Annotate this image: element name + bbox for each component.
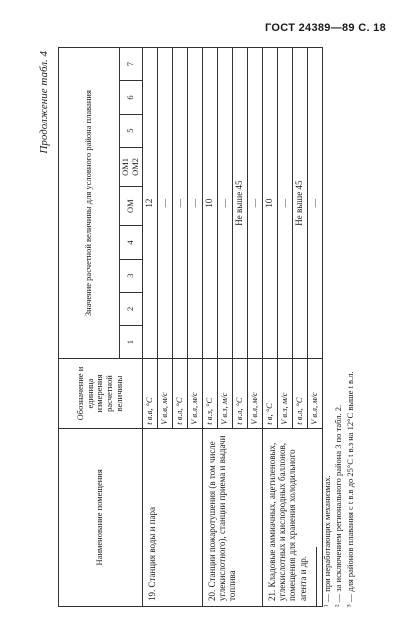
rotated-table-page xyxy=(32,47,397,607)
header-values-group: Значение расчетной величины для условного района плавания xyxy=(59,48,120,359)
room-name: 19. Станция воды и пара xyxy=(142,428,202,606)
header-col-1: 1 xyxy=(120,326,143,359)
designation: t в.л, °C xyxy=(292,359,307,428)
table-row xyxy=(262,48,277,607)
footnote-2: ² — за исключением регионального района 3 по табл. 2. xyxy=(333,404,344,607)
room-name: 20. Станции пожаротушения (в том числе углекислотного), станции приема и выдачи топлива xyxy=(202,428,262,606)
value-cell: 12 xyxy=(142,48,157,359)
header-col-om: ОМ xyxy=(120,187,143,226)
designation: t в.в, °C xyxy=(142,359,157,428)
table-row xyxy=(202,48,217,607)
footnote-3: ³ — для районов плавания с t в.в до 25°С t в.з на 12°С выше t в.л. xyxy=(344,371,355,607)
value-cell: — xyxy=(307,48,322,359)
designation: V в.л, м/с xyxy=(307,359,322,428)
value-cell: — xyxy=(187,48,202,359)
value-cell: Не выше 45 xyxy=(292,48,307,359)
value-cell: Не выше 45 xyxy=(232,48,247,359)
page-header: ГОСТ 24389—89 С. 18 xyxy=(265,22,386,34)
designation: t в.л, °C xyxy=(172,359,187,428)
designation: t в.л, °C xyxy=(232,359,247,428)
footnote-1: ¹ — при неработающих механизмах. xyxy=(322,475,332,607)
value-cell: 10 xyxy=(262,48,277,359)
room-name: 21. Кладовые аммиачных, ацетиленовых, углекислотных и кислородных баллонов, помещения для хранения холодильного агента и др. xyxy=(262,428,322,606)
value-cell: — xyxy=(247,48,262,359)
value-cell: — xyxy=(217,48,232,359)
header-col-2: 2 xyxy=(120,292,143,325)
header-col-om1-om2: ОМ1 ОМ2 xyxy=(120,147,143,186)
header-col-5: 5 xyxy=(120,114,143,147)
footnote-divider xyxy=(316,547,317,607)
designation: V в.з, м/с xyxy=(217,359,232,428)
value-cell: — xyxy=(277,48,292,359)
value-cell: 10 xyxy=(202,48,217,359)
designation: V в.з, м/с xyxy=(277,359,292,428)
designation: t в, °C xyxy=(262,359,277,428)
designation: t в.з, °C xyxy=(202,359,217,428)
header-designation: Обозначение и единица измерения расчетной величины xyxy=(59,359,143,428)
header-room: Наименование помещения xyxy=(59,428,143,606)
designation: V в.л, м/с xyxy=(187,359,202,428)
designation: V в.в, м/с xyxy=(157,359,172,428)
footnotes xyxy=(322,47,356,607)
header-col-4: 4 xyxy=(120,226,143,259)
header-col-3: 3 xyxy=(120,259,143,292)
table-row xyxy=(142,48,157,607)
header-col-7: 7 xyxy=(120,48,143,81)
value-cell: — xyxy=(172,48,187,359)
continuation-label: Продолжение табл. 4 xyxy=(38,51,50,154)
value-cell: — xyxy=(157,48,172,359)
designation: V в.л, м/с xyxy=(247,359,262,428)
data-table xyxy=(58,47,323,607)
header-col-6: 6 xyxy=(120,81,143,114)
